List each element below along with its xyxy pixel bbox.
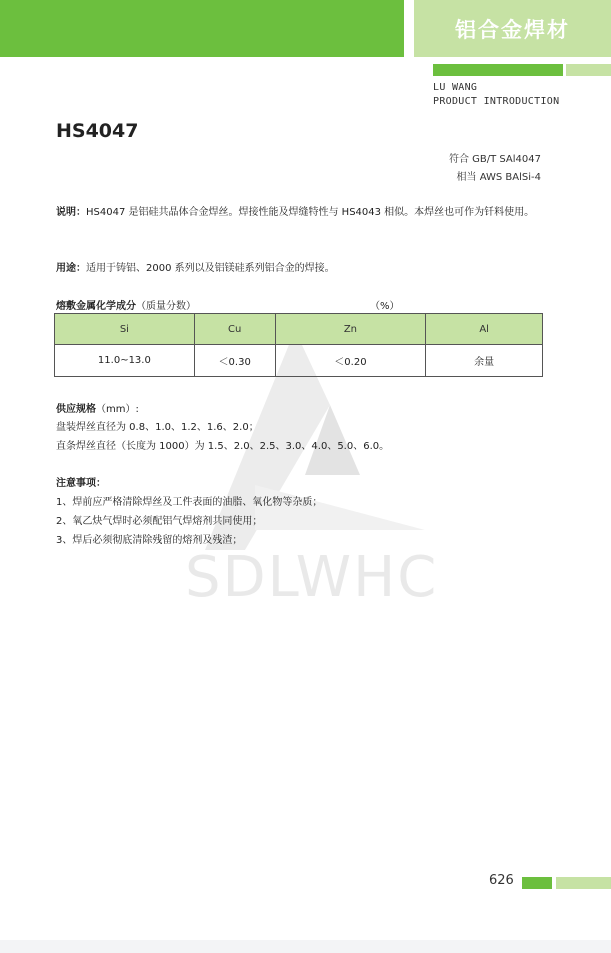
- brand-subtitle: PRODUCT INTRODUCTION: [433, 96, 560, 107]
- page-number: 626: [489, 873, 514, 888]
- watermark-text: SDLWHC: [185, 545, 439, 610]
- specs-title: [56, 400, 139, 415]
- usage-paragraph: [56, 260, 546, 278]
- standard-gb: 符合 GB/T SAl4047: [448, 154, 541, 165]
- product-code: HS4047: [56, 120, 139, 142]
- description-text: HS4047 是铝硅共晶体合金焊丝。焊接性能及焊缝特性与 HS4043 相似。本焊丝也可作为钎料使用。: [86, 207, 535, 218]
- table-row: [55, 345, 543, 377]
- header-al: Al: [426, 314, 543, 345]
- usage-text: 适用于铸铝、2000 系列以及铝镁硅系列铝合金的焊接。: [86, 263, 335, 274]
- value-si: 11.0~13.0: [55, 345, 195, 377]
- footer-stripe-light: [556, 877, 611, 889]
- specs-title-unit: （mm）:: [96, 404, 139, 415]
- value-zn: ＜0.20: [275, 345, 426, 377]
- brand-name: LU WANG: [433, 82, 478, 93]
- header-si: Si: [55, 314, 195, 345]
- standard-aws: 相当 AWS BAlSi-4: [456, 172, 541, 183]
- header-cu: Cu: [194, 314, 275, 345]
- composition-title: [56, 297, 196, 312]
- note-item: 1、焊前应严格清除焊丝及工件表面的油脂、氧化物等杂质；: [56, 497, 323, 508]
- description-paragraph: [56, 204, 546, 222]
- table-header-row: [55, 314, 543, 345]
- specs-title-bold: 供应规格: [56, 404, 96, 415]
- header-zn: Zn: [275, 314, 426, 345]
- note-item: 2、氧乙炔气焊时必须配铝气焊熔剂共同使用；: [56, 516, 263, 527]
- composition-title-bold: 熔敷金属化学成分: [56, 301, 136, 312]
- value-al: 余量: [426, 345, 543, 377]
- spec-straight: 直条焊丝直径（长度为 1000）为 1.5、2.0、2.5、3.0、4.0、5.0、6.0。: [56, 441, 390, 452]
- bottom-strip: [0, 940, 611, 953]
- description-label: 说明：: [56, 207, 86, 218]
- usage-label: 用途：: [56, 263, 86, 274]
- header-bar-dark: [0, 0, 404, 57]
- spec-coil: 盘装焊丝直径为 0.8、1.0、1.2、1.6、2.0；: [56, 422, 259, 433]
- notes-title: 注意事项：: [56, 478, 106, 489]
- value-cu: ＜0.30: [194, 345, 275, 377]
- section-title: 铝合金焊材: [455, 18, 570, 42]
- footer-stripe-dark: [522, 877, 552, 889]
- note-item: 3、焊后必须彻底清除残留的熔剂及残渣；: [56, 535, 243, 546]
- brand-stripe-light: [566, 64, 611, 76]
- brand-stripe-dark: [433, 64, 563, 76]
- composition-unit: （%）: [370, 301, 400, 312]
- composition-table: [54, 313, 543, 377]
- composition-title-note: （质量分数）: [136, 301, 196, 312]
